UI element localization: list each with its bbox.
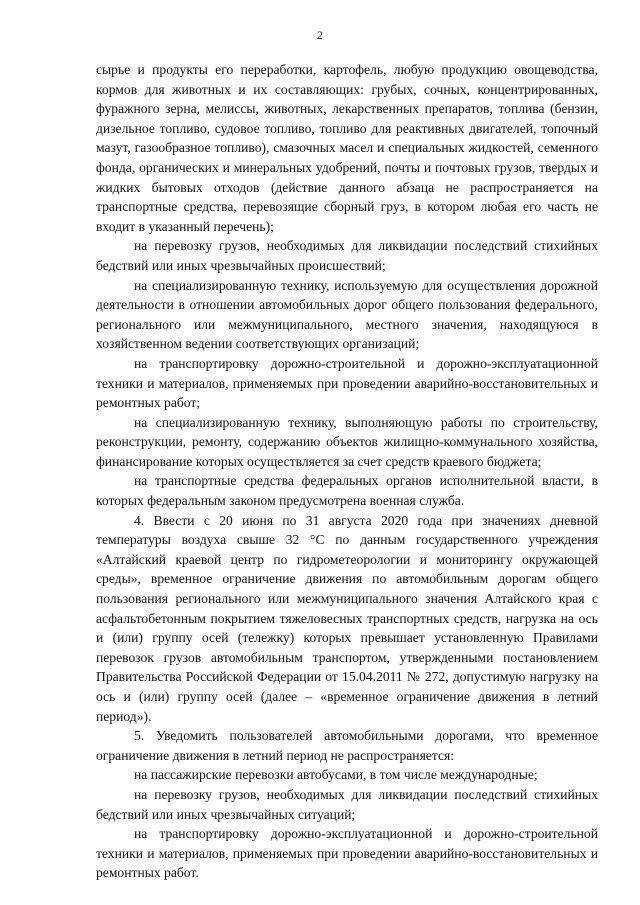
paragraph-11: на транспортировку дорожно-эксплуатационной и дорожно-строительной техники и материалов, применяемых при проведении аварийно-восстановительных и ремонтных работ.	[96, 826, 598, 881]
paragraph-9: на пассажирские перевозки автобусами, в том числе международные;	[134, 767, 538, 783]
document-body	[96, 60, 598, 883]
paragraph-10: на перевозку грузов, необходимых для ликвидации последствий стихийных бедствий или иных чрезвычайных ситуаций;	[96, 786, 598, 822]
paragraph-4: на транспортировку дорожно-строительной и дорожно-эксплуатационной техники и материалов, применяемых при проведении аварийно-восстановительных и ремонтных работ;	[96, 355, 598, 411]
page-number: 2	[317, 28, 323, 42]
paragraph-2: на перевозку грузов, необходимых для ликвидации последствий стихийных бедствий или иных чрезвычайных происшествий;	[96, 238, 598, 273]
paragraph-5: на специализированную технику, выполняющую работы по строительству, реконструкции, ремонту, содержанию объектов жилищно-коммунального хозяйства, финансирование которых осуществляется за счет средств краевого бюджета;	[96, 414, 598, 469]
paragraph-6: на транспортные средства федеральных органов исполнительной власти, в которых федеральным законом предусмотрена военная служба.	[96, 473, 598, 509]
paragraph-1: сырье и продукты его переработки, картофель, любую продукцию овощеводства, кормов для животных и их составляющих: грубых, сочных, концентрированных, фуражного зерна, мелиссы, животных, лекарственных препаратов, топлива (бензин, дизельное топливо, судовое топливо, топливо для реактивных двигателей, топочный мазут, газообразное топливо), смазочных масел и специальных жидкостей, семенного фонда, органических и минеральных удобрений, почты и почтовых грузов, твердых и жидких бытовых отходов (действие данного абзаца не распространяется на транспортные средства, перевозящие сборный груз, в котором любая его часть не входит в указанный перечень);	[96, 62, 598, 234]
paragraph-8: 5. Уведомить пользователей автомобильными дорогами, что временное ограничение движения в летний период не распространяется:	[96, 728, 598, 763]
paragraph-7: 4. Ввести с 20 июня по 31 августа 2020 года при значениях дневной температуры воздуха свыше 32 °С по данным государственного учреждения «Алтайский краевой центр по гидрометеорологии и мониторингу окружающей среды», временное ограничение движения по автомобильным дорогам общего пользования регионального или межмуниципального значения Алтайского края с асфальтобетонным покрытием тяжеловесных транспортных средств, нагрузка на ось и (или) группу осей (тележку) которых превышает установленную Правилами перевозок грузов автомобильным транспортом, утвержденными постановлением Правительства Российской Федерации от 15.04.2011 № 272, допустимую нагрузку на ось и (или) группу осей (далее – «временное ограничение движения в летний период»).	[96, 512, 598, 724]
paragraph-3: на специализированную технику, используемую для осуществления дорожной деятельности в отношении автомобильных дорог общего пользования федерального, регионального или межмуниципального, местного значения, находящуюся в хозяйственном ведении соответствующих организаций;	[96, 277, 598, 352]
